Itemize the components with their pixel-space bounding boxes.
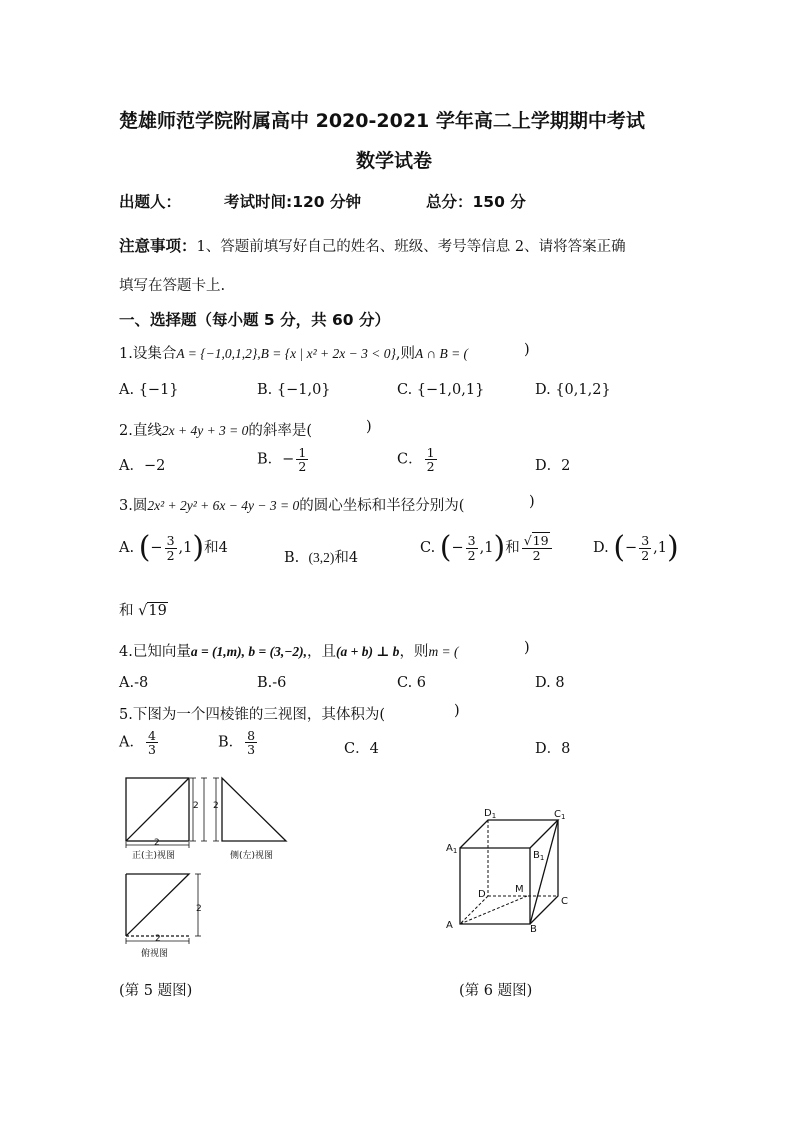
- top-view-lines: [126, 874, 189, 936]
- frac-num: 4: [147, 728, 156, 743]
- q1-prefix: 1.设集合: [119, 346, 177, 362]
- frac-den: 2: [641, 547, 650, 563]
- q1-expr: A ∩ B = (: [414, 346, 469, 361]
- minus: −: [150, 540, 163, 556]
- q5-option-d: D．8: [535, 741, 571, 757]
- label-m: M: [515, 884, 524, 895]
- q1-option-d: D. {0,1,2}: [535, 382, 611, 398]
- label-d: D: [478, 889, 486, 900]
- side-view-label: 侧(左)视图: [230, 851, 274, 861]
- q3-option-a: [119, 530, 228, 565]
- paren-open: (: [138, 530, 151, 565]
- notice-text-1: 1、答题前填写好自己的姓名、班级、考号等信息 2、请将答案正确: [196, 239, 626, 255]
- q1-option-b: B. {−1,0}: [257, 382, 331, 398]
- hidden-line-am: [460, 896, 527, 924]
- radical-den: 2: [532, 547, 541, 563]
- q1-close: ): [524, 342, 530, 358]
- exam-time: 考试时间:120 分钟: [224, 193, 361, 211]
- diagonal-bc1: [530, 820, 558, 924]
- exam-title: 楚雄师范学院附属高中 2020-2021 学年高二上学期期中考试: [119, 110, 645, 132]
- q3-option-d-tail: ,1: [653, 540, 667, 556]
- q4-option-d: D. 8: [535, 675, 565, 691]
- q2-prefix: 2.直线: [119, 423, 162, 439]
- frac-num: 1: [298, 445, 307, 460]
- q3-option-c: [420, 530, 554, 565]
- q3-option-a-tail: ,1: [178, 540, 193, 556]
- q4-option-a: A.-8: [119, 675, 149, 691]
- q2-stem: [119, 419, 312, 440]
- q3-option-d-and: 和: [119, 603, 134, 619]
- q1-set-a: A = {−1,0,1,2}: [176, 346, 258, 361]
- top-view-label: 俯视图: [141, 949, 169, 959]
- paren-open: (: [439, 530, 452, 565]
- q4-prefix: 4.已知向量: [119, 644, 191, 660]
- radical-num: √19: [522, 534, 552, 548]
- q4-option-c: C. 6: [397, 675, 427, 691]
- frac-den: 3: [147, 742, 156, 758]
- paren-close: ): [667, 530, 679, 565]
- front-view-label: 正(主)视图: [132, 851, 176, 861]
- top-width-dim: 2: [155, 934, 161, 944]
- q4-expr: m = (: [428, 644, 459, 659]
- q2-option-b-frac: [296, 446, 308, 473]
- q2-expr: 2x + 4y + 3 = 0: [161, 423, 249, 438]
- q3-expr: 2x² + 2y² + 6x − 4y − 3 = 0: [147, 498, 300, 513]
- radicand: 19: [532, 533, 549, 549]
- q1-ask: ,则: [395, 346, 415, 362]
- q5-option-c: C．4: [344, 741, 379, 757]
- figure-5-three-views: [118, 770, 318, 966]
- q4-close: ): [524, 640, 530, 656]
- paren-close: ): [192, 530, 205, 565]
- q3-option-b-and: 和4: [334, 550, 359, 566]
- figure-6-caption: (第 6 题图): [459, 983, 533, 999]
- setter-label: 出题人：: [119, 193, 182, 211]
- q4-ask: ，则: [399, 644, 429, 660]
- q3-close: ): [529, 494, 535, 510]
- label-a: A: [446, 920, 453, 931]
- q2-option-d: D．2: [535, 458, 571, 474]
- label-b: B: [530, 924, 537, 935]
- q3-stem: [119, 494, 464, 515]
- frac-num: 3: [166, 533, 175, 549]
- notice-label: 注意事项：: [119, 237, 197, 255]
- q4-condition: (a + b) ⊥ b: [336, 644, 400, 659]
- q1-option-a: A. {−1}: [119, 382, 179, 398]
- minus: −: [451, 540, 464, 556]
- q5-option-b-label: B．: [218, 734, 244, 751]
- notice-text-2: 填写在答题卡上.: [119, 278, 226, 294]
- label-c: C: [561, 896, 568, 907]
- hidden-edge-da: [460, 896, 488, 924]
- q5-stem: 5.下图为一个四棱锥的三视图，其体积为(: [119, 707, 385, 723]
- figure-6-cube: [440, 806, 580, 938]
- minus: −: [625, 540, 638, 556]
- q3-option-d-cont: 和 √19: [119, 603, 167, 619]
- section-heading: 一、选择题（每小题 5 分，共 60 分）: [119, 311, 390, 329]
- q2-option-b-label: B．−: [257, 451, 295, 468]
- q1-stem: [119, 342, 468, 363]
- frac-den: 3: [247, 742, 256, 758]
- q5-close: ): [454, 703, 460, 719]
- q2-option-c-frac: [425, 446, 437, 473]
- frac-num: 1: [426, 445, 435, 460]
- q2-close: ): [366, 419, 372, 435]
- cube-top-face: [460, 820, 558, 848]
- q3-option-d-frac: [639, 534, 651, 561]
- frac-num: 3: [641, 533, 650, 549]
- radicand: 19: [148, 603, 167, 619]
- q3-option-c-frac: [466, 534, 478, 561]
- q4-mid: ，且: [307, 644, 337, 660]
- q3-suffix: 的圆心坐标和半径分别为(: [299, 498, 465, 514]
- paren-open: (: [613, 530, 626, 565]
- q3-option-c-radical: [522, 534, 552, 561]
- label-a1: $A_1$: [446, 843, 458, 855]
- q3-option-a-frac: [165, 534, 177, 561]
- q4-option-b: B.-6: [257, 675, 287, 691]
- frac-num: 8: [247, 728, 256, 743]
- q5-option-a-label: A．: [119, 734, 144, 751]
- q4-stem: [119, 640, 459, 661]
- q1-option-c: C. {−1,0,1}: [397, 382, 485, 398]
- q4-vectors: a = (1,m), b = (3,−2),: [190, 644, 308, 659]
- q3-option-c-and: 和: [505, 540, 520, 556]
- label-d1: $D_1$: [484, 808, 497, 820]
- q2-option-c-label: C．: [397, 451, 423, 468]
- notice: [119, 234, 626, 256]
- frac-num: 3: [467, 533, 476, 549]
- q2-option-c: [397, 446, 439, 473]
- label-b1: $B_1$: [533, 850, 545, 862]
- q3-option-c-tail: ,1: [479, 540, 494, 556]
- q3-option-d-label: D.: [593, 540, 609, 556]
- front-width-dim: 2: [154, 838, 160, 848]
- figure-5-caption: (第 5 题图): [119, 983, 193, 999]
- label-c1: $C_1$: [554, 809, 566, 821]
- frac-den: 2: [467, 547, 476, 563]
- q3-option-b: [284, 546, 358, 567]
- total-score: 总分：150 分: [426, 193, 526, 211]
- q3-prefix: 3.圆: [119, 498, 148, 514]
- q3-option-c-label: C.: [420, 540, 436, 556]
- q2-suffix: 的斜率是(: [248, 423, 313, 439]
- exam-subtitle: 数学试卷: [356, 150, 433, 172]
- top-depth-dim: 2: [196, 904, 202, 914]
- side-view-triangle: [222, 778, 286, 841]
- frac-den: 2: [426, 459, 435, 475]
- frac-den: 2: [298, 459, 307, 475]
- q3-option-a-and: 和4: [204, 540, 228, 556]
- q1-set-b: ,B = {x | x² + 2x − 3 < 0}: [257, 346, 396, 361]
- front-view-diagonal: [126, 778, 189, 841]
- q5-option-b-frac: [245, 729, 257, 756]
- side-height-dim: 2: [213, 801, 219, 811]
- q3-option-b-label: B.: [284, 550, 300, 566]
- front-height-dim: 2: [193, 801, 199, 811]
- frac-den: 2: [166, 547, 175, 563]
- paren-close: ): [493, 530, 506, 565]
- q2-option-b: [257, 446, 310, 473]
- q3-option-b-point: (3,2): [308, 550, 335, 565]
- q5-option-a-frac: [146, 729, 158, 756]
- q5-option-b: [218, 729, 259, 756]
- q3-option-a-label: A.: [119, 540, 135, 556]
- q2-option-a: A．−2: [119, 458, 166, 474]
- q3-option-d: [593, 530, 679, 565]
- q5-option-a: [119, 729, 160, 756]
